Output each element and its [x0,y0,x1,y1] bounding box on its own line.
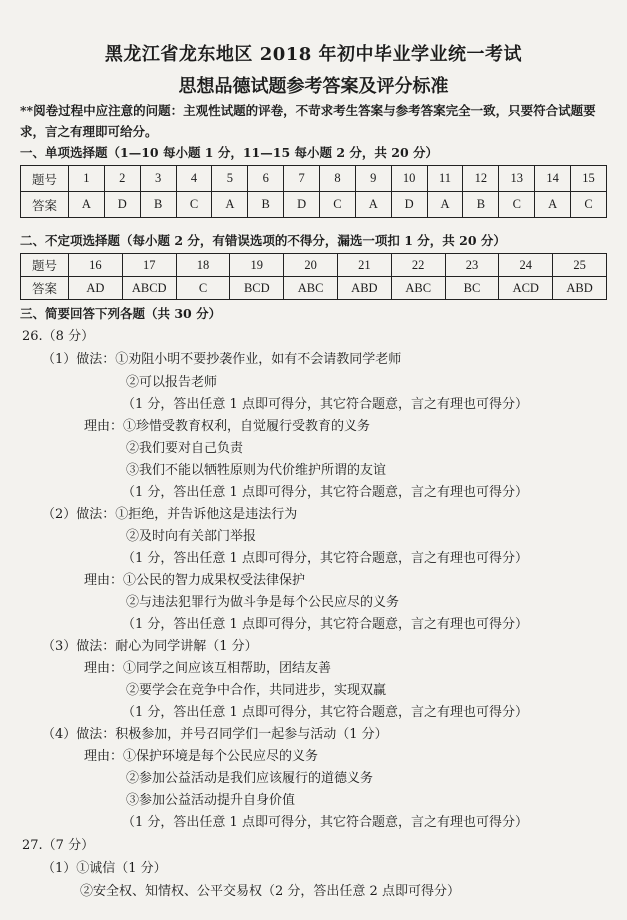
q27-1-answer: （1）①诚信（1 分） [42,861,167,876]
table-row [21,166,607,192]
scoring-note: （1 分，答出任意 1 点即可得分，其它符合题意，言之有理也可得分） [122,705,528,720]
answer-cell: ABCD [122,277,176,300]
answer-cell: D [391,192,427,218]
question-number: 16 [69,254,123,277]
q26-1-reason: 理由：①珍惜受教育权利，自觉履行受教育的义务 [84,419,371,434]
answer-cell: B [140,192,176,218]
table-row [21,254,607,277]
row-label-answer: 答案 [21,192,69,218]
answer-cell: A [535,192,571,218]
question-number: 10 [391,166,427,192]
section3-heading: 三、简要回答下列各题（共 30 分） [20,306,222,321]
q27-1-answer-2: ②安全权、知情权、公平交易权（2 分，答出任意 2 点即可得分） [80,884,460,899]
answer-cell: C [571,192,607,218]
table-row [21,192,607,218]
answer-cell: A [355,192,391,218]
question-26-header: 26.（8 分） [22,329,95,344]
answer-cell: B [248,192,284,218]
question-number: 11 [427,166,463,192]
question-number: 23 [445,254,499,277]
q26-4-reason: 理由：①保护环境是每个公民应尽的义务 [84,749,319,764]
question-number: 1 [69,166,105,192]
q26-2-reason-2: ②与违法犯罪行为做斗争是每个公民应尽的义务 [126,595,400,610]
question-number: 18 [176,254,230,277]
answer-cell: D [104,192,140,218]
q26-3-reason-2: ②要学会在竞争中合作，共同进步，实现双赢 [126,683,387,698]
question-number: 3 [140,166,176,192]
q26-3-method: （3）做法：耐心为同学讲解（1 分） [42,639,258,654]
question-number: 7 [284,166,320,192]
question-number: 20 [284,254,338,277]
answer-cell: C [499,192,535,218]
question-number: 24 [499,254,553,277]
question-number: 19 [230,254,284,277]
row-label-number: 题号 [21,254,69,277]
answer-cell: BC [445,277,499,300]
multi-choice-answer-table [20,253,607,300]
answer-cell: A [212,192,248,218]
question-number: 21 [337,254,391,277]
question-number: 22 [391,254,445,277]
answer-cell: ABD [553,277,607,300]
answer-cell: ABD [337,277,391,300]
document-title: 黑龙江省龙东地区 2018 年初中毕业学业统一考试 [104,44,523,65]
scoring-note: （1 分，答出任意 1 点即可得分，其它符合题意，言之有理也可得分） [122,485,528,500]
question-number: 15 [571,166,607,192]
answer-cell: ABC [391,277,445,300]
answer-cell: B [463,192,499,218]
scoring-note: （1 分，答出任意 1 点即可得分，其它符合题意，言之有理也可得分） [122,617,528,632]
scoring-note: （1 分，答出任意 1 点即可得分，其它符合题意，言之有理也可得分） [122,551,528,566]
question-number: 12 [463,166,499,192]
question-27-header: 27.（7 分） [22,838,95,853]
question-number: 17 [122,254,176,277]
row-label-answer: 答案 [21,277,69,300]
answer-cell: AD [69,277,123,300]
q26-3-reason: 理由：①同学之间应该互相帮助，团结友善 [84,661,332,676]
answer-cell: D [284,192,320,218]
q26-2-method: （2）做法：①拒绝，并告诉他这是违法行为 [42,507,298,522]
q26-1-reason-2: ②我们要对自己负责 [126,441,244,456]
answer-cell: C [176,277,230,300]
q26-4-reason-2: ②参加公益活动是我们应该履行的道德义务 [126,771,374,786]
answer-cell: A [69,192,105,218]
scoring-note: （1 分，答出任意 1 点即可得分，其它符合题意，言之有理也可得分） [122,397,528,412]
question-number: 25 [553,254,607,277]
document-subtitle: 思想品德试题参考答案及评分标准 [178,76,449,97]
row-label-number: 题号 [21,166,69,192]
question-number: 2 [104,166,140,192]
question-number: 6 [248,166,284,192]
q26-4-reason-3: ③参加公益活动提升自身价值 [126,793,296,808]
question-number: 9 [355,166,391,192]
section1-heading: 一、单项选择题（1—10 每小题 1 分，11—15 每小题 2 分，共 20 分） [20,145,438,160]
q26-2-method-2: ②及时向有关部门举报 [126,529,257,544]
question-number: 4 [176,166,212,192]
answer-cell: A [427,192,463,218]
question-number: 13 [499,166,535,192]
answer-cell: C [176,192,212,218]
q26-4-method: （4）做法：积极参加，并号召同学们一起参与活动（1 分） [42,727,388,742]
answer-cell: C [320,192,356,218]
answer-cell: BCD [230,277,284,300]
answer-cell: ABC [284,277,338,300]
single-choice-answer-table [20,165,607,218]
q26-1-reason-3: ③我们不能以牺牲原则为代价维护所谓的友谊 [126,463,387,478]
section2-heading: 二、不定项选择题（每小题 2 分，有错误选项的不得分，漏选一项扣 1 分，共 20 分） [20,233,506,248]
answer-cell: ACD [499,277,553,300]
q26-1-method-2: ②可以报告老师 [126,375,218,390]
grading-notice: **阅卷过程中应注意的问题：主观性试题的评卷，不苛求考生答案与参考答案完全一致，只要符合试题要求，言之有理即可给分。 [20,103,596,139]
question-number: 8 [320,166,356,192]
q26-1-method: （1）做法：①劝阻小明不要抄袭作业，如有不会请教同学老师 [42,352,402,367]
question-number: 5 [212,166,248,192]
scoring-note: （1 分，答出任意 1 点即可得分，其它符合题意，言之有理也可得分） [122,815,528,830]
question-number: 14 [535,166,571,192]
q26-2-reason: 理由：①公民的智力成果权受法律保护 [84,573,306,588]
table-row [21,277,607,300]
